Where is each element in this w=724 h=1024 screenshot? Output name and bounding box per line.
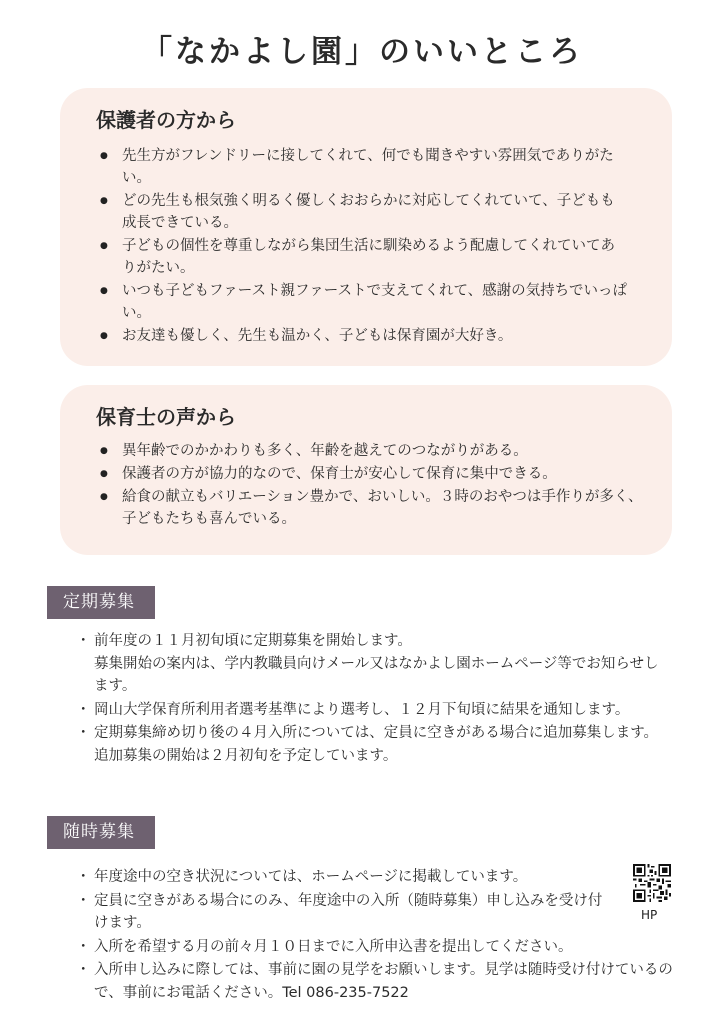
list-item: ・ 入所を希望する月の前々月１０日までに入所申込書を提出してください。 [78, 936, 678, 959]
list-item: ● 給食の献立もバリエーション豊かで、おいしい。３時のおやつは手作りが多く、子どもたちも喜んでいる。 [96, 486, 647, 530]
list-item: ・ 岡山大学保育所利用者選考基準により選考し、１２月下旬頃に結果を通知します。 [78, 699, 668, 722]
list-item: ● どの先生も根気強く明るく優しくおおらかに対応してくれていて、子どもも成長できている。 [96, 190, 622, 234]
anytime-recruitment-list [78, 866, 678, 1005]
list-item: ● 子どもの個性を尊重しながら集団生活に馴染めるよう配慮してくれていてありがたい。 [96, 235, 622, 279]
list-item: ● お友達も優しく、先生も温かく、子どもは保育園が大好き。 [96, 325, 642, 347]
regular-recruitment-list [78, 630, 668, 768]
regular-recruitment-label: 定期募集 [47, 586, 155, 619]
list-item: ・ 前年度の１１月初旬頃に定期募集を開始します。 募集開始の案内は、学内教職員向けメール又はなかよし園ホームページ等でお知らせします。 [78, 630, 668, 698]
list-item: ● 保護者の方が協力的なので、保育士が安心して保育に集中できる。 [96, 463, 642, 485]
teachers-heading: 保育士の声から [96, 405, 236, 429]
list-item: ● 異年齢でのかかわりも多く、年齢を越えてのつながりがある。 [96, 440, 642, 462]
list-item: ・ 年度途中の空き状況については、ホームページに掲載しています。 [78, 866, 614, 889]
list-item: ・ 定員に空きがある場合にのみ、年度途中の入所（随時募集）申し込みを受け付けます。 [78, 890, 614, 935]
parents-voice-card [60, 88, 672, 366]
teachers-voice-card [60, 385, 672, 555]
parents-heading: 保護者の方から [96, 108, 236, 132]
teachers-list [96, 440, 642, 530]
anytime-recruitment-label: 随時募集 [47, 816, 155, 849]
list-item: ● いつも子どもファースト親ファーストで支えてくれて、感謝の気持ちでいっぱい。 [96, 280, 632, 324]
homepage-qr-code[interactable] [633, 864, 671, 902]
qr-caption: HP [641, 908, 658, 922]
list-item: ・ 入所申し込みに際しては、事前に園の見学をお願いします。見学は随時受け付けているので、事前にお電話ください。Tel 086-235-7522 [78, 959, 679, 1004]
page-title: 「なかよし園」のいいところ [141, 34, 583, 70]
parents-list [96, 145, 642, 347]
list-item: ● 先生方がフレンドリーに接してくれて、何でも聞きやすい雰囲気でありがたい。 [96, 145, 622, 189]
list-item: ・ 定期募集締め切り後の４月入所については、定員に空きがある場合に追加募集します。追加募集の開始は２月初旬を予定しています。 [78, 722, 668, 767]
